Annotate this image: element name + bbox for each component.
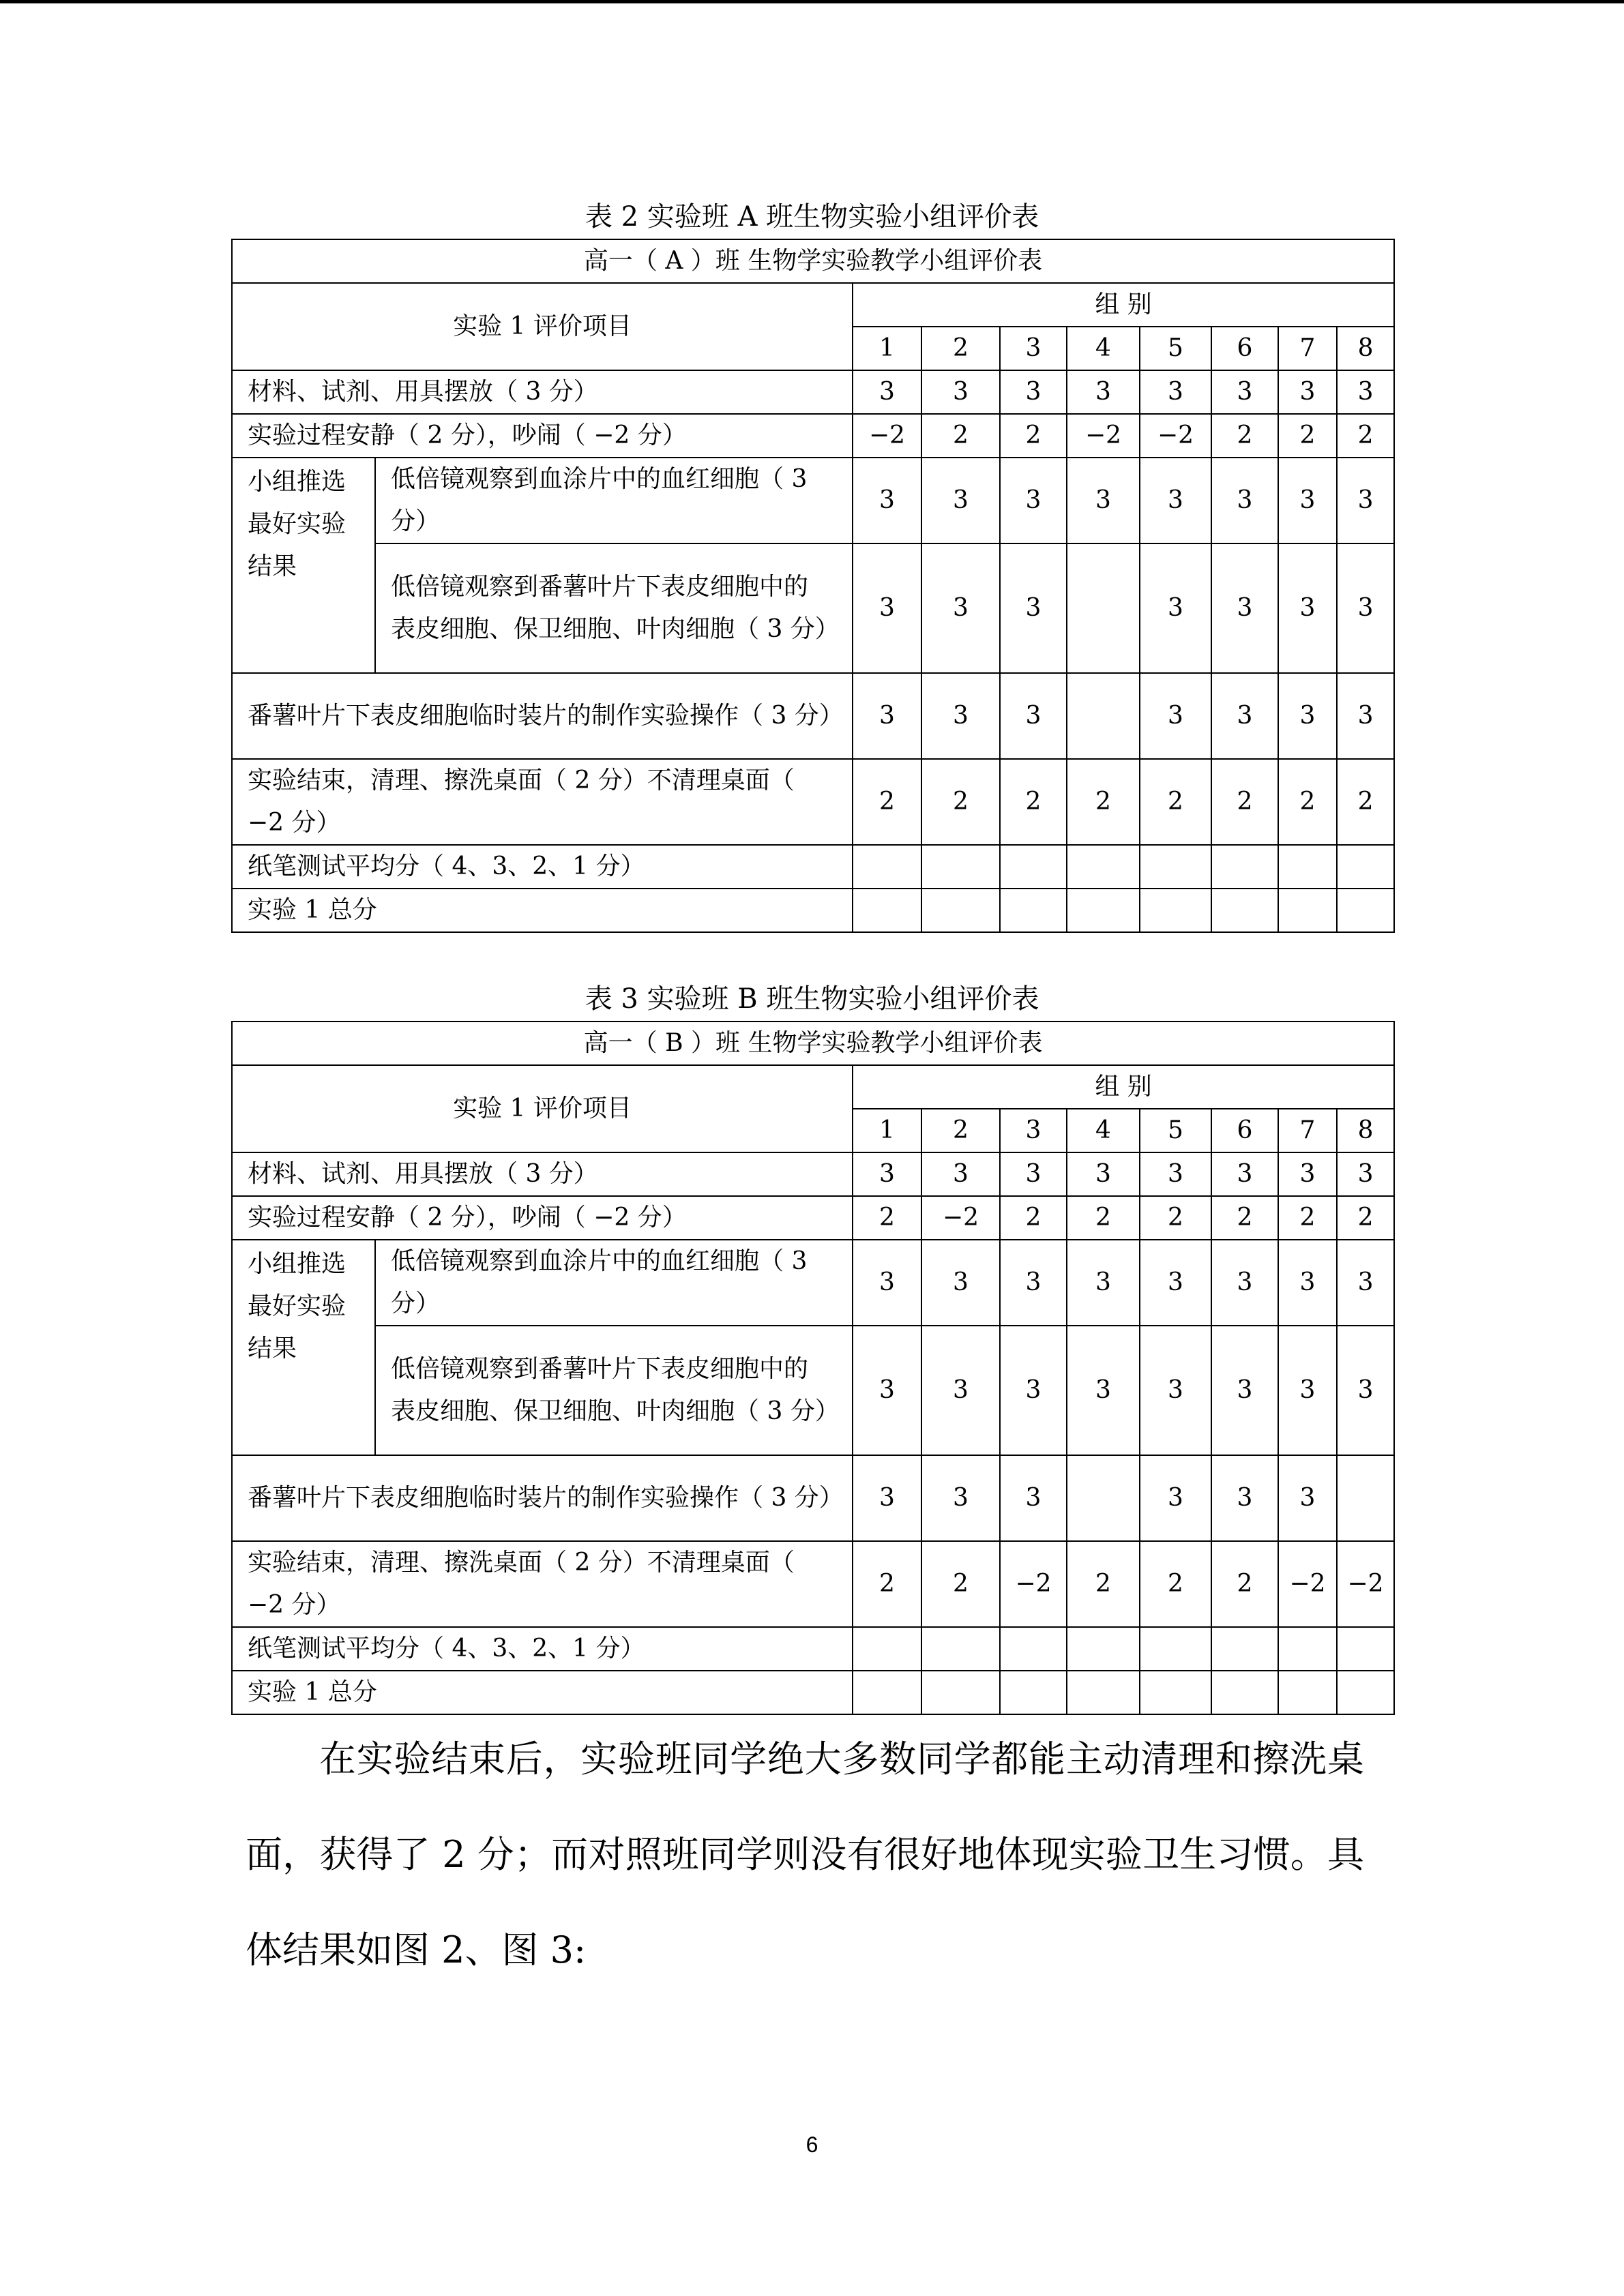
score-cell: −2	[1337, 1541, 1394, 1627]
score-cell	[921, 1671, 1000, 1714]
table2-group-header: 组 别	[853, 283, 1394, 327]
score-cell	[1000, 1671, 1067, 1714]
score-cell: 3	[921, 1455, 1000, 1541]
score-cell	[1067, 845, 1140, 889]
score-cell	[1211, 1627, 1278, 1671]
score-cell: 3	[921, 1326, 1000, 1455]
table3-group-header: 组 别	[853, 1065, 1394, 1109]
score-cell	[921, 1627, 1000, 1671]
score-cell: 3	[1337, 673, 1394, 759]
score-cell: 3	[853, 543, 921, 673]
score-cell	[1278, 1671, 1337, 1714]
group-number: 6	[1211, 327, 1278, 370]
score-cell: 3	[1211, 673, 1278, 759]
score-cell: 2	[1067, 759, 1140, 845]
table-row	[232, 414, 1394, 458]
score-cell: 3	[1211, 543, 1278, 673]
score-cell: 3	[1067, 370, 1140, 414]
body-paragraph: 在实验结束后，实验班同学绝大多数同学都能主动清理和擦洗桌面，获得了 2 分；而对照班同学则没有很好地体现实验卫生习惯。具体结果如图 2、图 3:	[246, 1738, 1364, 1971]
score-cell	[921, 889, 1000, 932]
score-cell: 3	[1067, 458, 1140, 543]
score-cell: 3	[921, 673, 1000, 759]
table-row	[232, 283, 1394, 327]
score-cell: −2	[1000, 1541, 1067, 1627]
score-cell: 2	[853, 759, 921, 845]
group-number: 2	[921, 1109, 1000, 1152]
row-label: 实验过程安静（ 2 分），吵闹（ −2 分）	[232, 414, 853, 458]
score-cell: 3	[1000, 1240, 1067, 1326]
score-cell: 3	[1000, 458, 1067, 543]
score-cell: 2	[853, 1541, 921, 1627]
group-number: 2	[921, 327, 1000, 370]
score-cell: −2	[921, 1196, 1000, 1240]
score-cell: 3	[1337, 543, 1394, 673]
score-cell: 2	[1067, 1541, 1140, 1627]
score-cell: −2	[853, 414, 921, 458]
score-cell: 3	[1211, 1326, 1278, 1455]
score-cell: 3	[1000, 1326, 1067, 1455]
row-label: 纸笔测试平均分（ 4、3、2、1 分）	[232, 1627, 853, 1671]
row-label: 材料、试剂、用具摆放（ 3 分）	[232, 370, 853, 414]
score-cell: 3	[1337, 1240, 1394, 1326]
score-cell: 3	[853, 1240, 921, 1326]
table2-title: 高一（ A ）班 生物学实验教学小组评价表	[232, 239, 1394, 283]
score-cell: 3	[1278, 370, 1337, 414]
score-cell	[853, 845, 921, 889]
score-cell	[1211, 889, 1278, 932]
table-row	[232, 673, 1394, 759]
score-cell	[1337, 845, 1394, 889]
score-cell: 3	[853, 458, 921, 543]
score-cell	[1067, 1455, 1140, 1541]
score-cell	[1067, 543, 1140, 673]
score-cell: −2	[1278, 1541, 1337, 1627]
score-cell	[1211, 845, 1278, 889]
score-cell: 3	[1278, 543, 1337, 673]
score-cell	[1140, 1671, 1211, 1714]
table3-item-header: 实验 1 评价项目	[232, 1065, 853, 1152]
score-cell: 3	[853, 673, 921, 759]
score-cell: 3	[1278, 1240, 1337, 1326]
score-cell	[921, 845, 1000, 889]
score-cell: 2	[1211, 414, 1278, 458]
table-row	[232, 759, 1394, 845]
score-cell	[1140, 1627, 1211, 1671]
score-cell: 2	[853, 1196, 921, 1240]
score-cell: 3	[1211, 1240, 1278, 1326]
row-label: 材料、试剂、用具摆放（ 3 分）	[232, 1152, 853, 1196]
table2	[231, 239, 1395, 933]
score-cell: 3	[1140, 1455, 1211, 1541]
table-row	[232, 845, 1394, 889]
score-cell: 2	[1000, 1196, 1067, 1240]
group-label: 小组推选最好实验结果	[232, 458, 375, 673]
score-cell: 2	[1211, 759, 1278, 845]
score-cell: 3	[1211, 370, 1278, 414]
score-cell: 2	[1278, 1196, 1337, 1240]
score-cell: 3	[1067, 1152, 1140, 1196]
score-cell: 3	[1211, 458, 1278, 543]
table-row	[232, 889, 1394, 932]
score-cell: 2	[1337, 414, 1394, 458]
row-label: 番薯叶片下表皮细胞临时装片的制作实验操作（ 3 分）	[232, 1455, 853, 1541]
group-number: 1	[853, 327, 921, 370]
score-cell: 3	[1067, 1240, 1140, 1326]
table-row	[232, 458, 1394, 543]
score-cell: 2	[1140, 1196, 1211, 1240]
score-cell	[1337, 1671, 1394, 1714]
score-cell: 3	[921, 543, 1000, 673]
score-cell: 3	[1211, 1455, 1278, 1541]
score-cell: 2	[921, 1541, 1000, 1627]
table-row	[232, 1627, 1394, 1671]
score-cell: 2	[1140, 1541, 1211, 1627]
score-cell: 3	[1337, 370, 1394, 414]
group-label: 小组推选最好实验结果	[232, 1240, 375, 1455]
group-number: 5	[1140, 1109, 1211, 1152]
score-cell	[1067, 673, 1140, 759]
score-cell	[1278, 1627, 1337, 1671]
score-cell: 2	[1278, 414, 1337, 458]
score-cell: 3	[1337, 458, 1394, 543]
score-cell: 3	[1140, 543, 1211, 673]
score-cell: 3	[1000, 370, 1067, 414]
score-cell	[1337, 1455, 1394, 1541]
score-cell: 3	[1278, 1455, 1337, 1541]
score-cell: 3	[1140, 370, 1211, 414]
score-cell	[1000, 1627, 1067, 1671]
table3-caption: 表 3 实验班 B 班生物实验小组评价表	[585, 983, 1039, 1015]
score-cell: −2	[1140, 414, 1211, 458]
table-row	[232, 543, 1394, 673]
score-cell: 2	[1000, 759, 1067, 845]
score-cell: 3	[921, 1152, 1000, 1196]
score-cell: 3	[1337, 1152, 1394, 1196]
row-label: 实验结束，清理、擦洗桌面（ 2 分）不清理桌面（ −2 分）	[232, 1541, 853, 1627]
page-number: 6	[806, 2132, 818, 2157]
score-cell: 3	[1140, 1240, 1211, 1326]
score-cell: 3	[853, 1326, 921, 1455]
row-label: 实验 1 总分	[232, 889, 853, 932]
table3-title: 高一（ B ）班 生物学实验教学小组评价表	[232, 1022, 1394, 1065]
score-cell: 3	[1000, 1455, 1067, 1541]
score-cell: 3	[1211, 1152, 1278, 1196]
score-cell: 3	[1000, 673, 1067, 759]
score-cell	[1067, 1671, 1140, 1714]
score-cell	[853, 1627, 921, 1671]
group-number: 8	[1337, 327, 1394, 370]
score-cell	[1278, 845, 1337, 889]
score-cell	[1211, 1671, 1278, 1714]
score-cell: 2	[1211, 1196, 1278, 1240]
group-number: 7	[1278, 327, 1337, 370]
score-cell: 3	[853, 370, 921, 414]
row-label: 低倍镜观察到血涂片中的血红细胞（ 3 分）	[375, 458, 853, 543]
score-cell: 2	[1278, 759, 1337, 845]
group-number: 3	[1000, 1109, 1067, 1152]
score-cell: 3	[1000, 1152, 1067, 1196]
table-row	[232, 1022, 1394, 1065]
group-number: 4	[1067, 1109, 1140, 1152]
score-cell: 3	[1278, 458, 1337, 543]
score-cell: 3	[1337, 1326, 1394, 1455]
score-cell: −2	[1067, 414, 1140, 458]
score-cell	[853, 1671, 921, 1714]
score-cell: 3	[1067, 1326, 1140, 1455]
score-cell: 2	[1067, 1196, 1140, 1240]
score-cell: 3	[1140, 458, 1211, 543]
row-label: 低倍镜观察到番薯叶片下表皮细胞中的表皮细胞、保卫细胞、叶肉细胞（ 3 分）	[375, 1326, 853, 1455]
score-cell: 3	[853, 1152, 921, 1196]
score-cell	[1140, 889, 1211, 932]
score-cell: 2	[1337, 1196, 1394, 1240]
score-cell: 3	[1140, 673, 1211, 759]
score-cell: 3	[921, 458, 1000, 543]
group-number: 4	[1067, 327, 1140, 370]
row-label: 纸笔测试平均分（ 4、3、2、1 分）	[232, 845, 853, 889]
row-label: 实验结束，清理、擦洗桌面（ 2 分）不清理桌面（ −2 分）	[232, 759, 853, 845]
row-label: 低倍镜观察到番薯叶片下表皮细胞中的表皮细胞、保卫细胞、叶肉细胞（ 3 分）	[375, 543, 853, 673]
score-cell: 3	[1278, 1152, 1337, 1196]
score-cell: 2	[921, 759, 1000, 845]
score-cell: 2	[1337, 759, 1394, 845]
score-cell	[1337, 889, 1394, 932]
score-cell: 3	[853, 1455, 921, 1541]
score-cell	[1140, 845, 1211, 889]
score-cell: 2	[1140, 759, 1211, 845]
table-row	[232, 1326, 1394, 1455]
score-cell: 2	[921, 414, 1000, 458]
score-cell	[1337, 1627, 1394, 1671]
table-row	[232, 1152, 1394, 1196]
group-number: 6	[1211, 1109, 1278, 1152]
table-row	[232, 370, 1394, 414]
score-cell	[1278, 889, 1337, 932]
score-cell: 2	[1000, 414, 1067, 458]
table-row	[232, 1240, 1394, 1326]
top-border-line	[0, 0, 1624, 3]
row-label: 实验过程安静（ 2 分），吵闹（ −2 分）	[232, 1196, 853, 1240]
score-cell	[1000, 889, 1067, 932]
score-cell	[853, 889, 921, 932]
score-cell: 3	[1140, 1326, 1211, 1455]
table-row	[232, 239, 1394, 283]
table2-item-header: 实验 1 评价项目	[232, 283, 853, 370]
score-cell	[1000, 845, 1067, 889]
score-cell: 2	[1211, 1541, 1278, 1627]
score-cell: 3	[921, 370, 1000, 414]
table-row	[232, 1196, 1394, 1240]
row-label: 低倍镜观察到血涂片中的血红细胞（ 3 分）	[375, 1240, 853, 1326]
group-number: 1	[853, 1109, 921, 1152]
score-cell	[1067, 1627, 1140, 1671]
row-label: 番薯叶片下表皮细胞临时装片的制作实验操作（ 3 分）	[232, 673, 853, 759]
table-row	[232, 1065, 1394, 1109]
score-cell: 3	[1000, 543, 1067, 673]
score-cell: 3	[1278, 673, 1337, 759]
table-row	[232, 1541, 1394, 1627]
table2-caption: 表 2 实验班 A 班生物实验小组评价表	[585, 201, 1039, 233]
group-number: 7	[1278, 1109, 1337, 1152]
score-cell: 3	[1140, 1152, 1211, 1196]
table-row	[232, 1455, 1394, 1541]
table3	[231, 1021, 1395, 1715]
group-number: 3	[1000, 327, 1067, 370]
row-label: 实验 1 总分	[232, 1671, 853, 1714]
group-number: 5	[1140, 327, 1211, 370]
score-cell: 3	[921, 1240, 1000, 1326]
score-cell	[1067, 889, 1140, 932]
score-cell: 3	[1278, 1326, 1337, 1455]
table-row	[232, 1671, 1394, 1714]
group-number: 8	[1337, 1109, 1394, 1152]
